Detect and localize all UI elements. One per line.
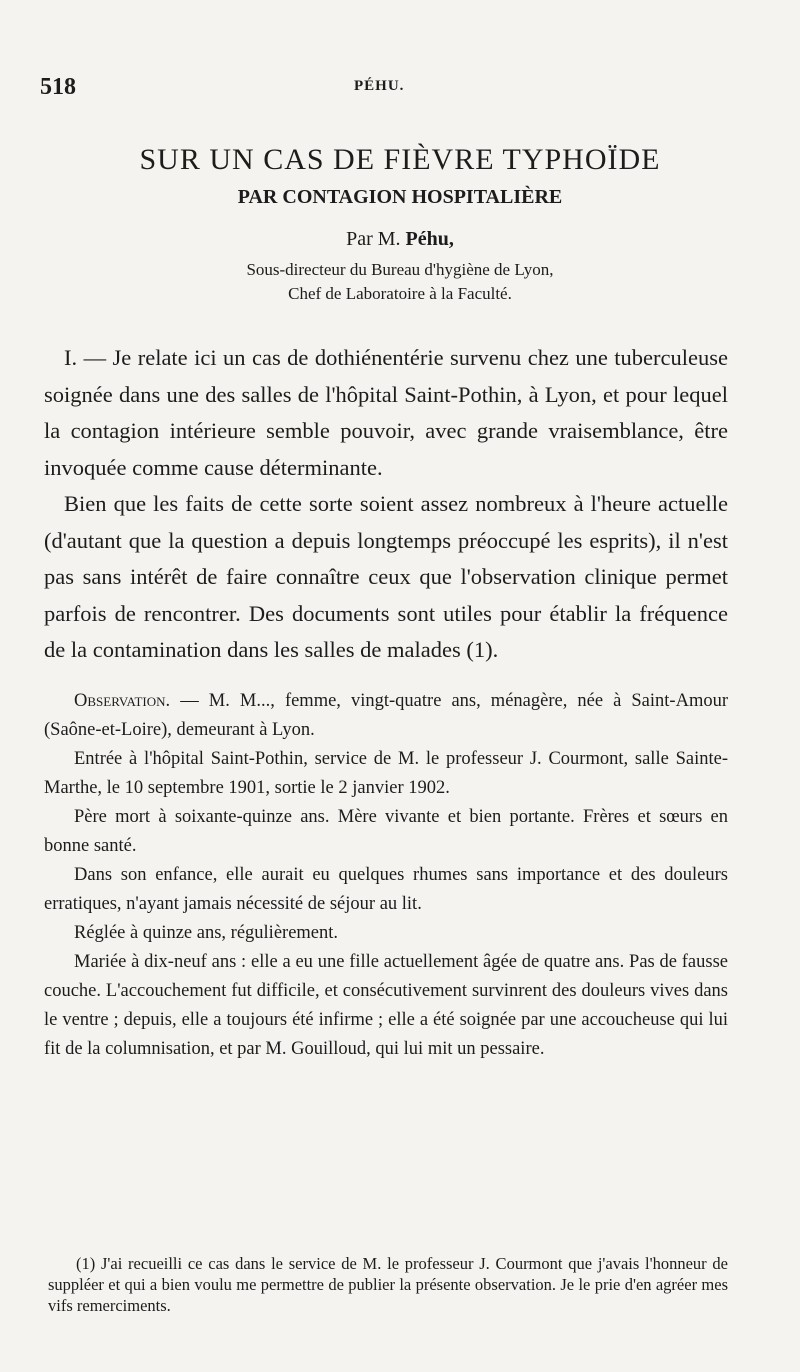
- affiliation: [40, 258, 760, 306]
- byline: [40, 224, 760, 254]
- footnote: (1) J'ai recueilli ce cas dans le service de M. le professeur J. Courmont que j'avais l'honneur de suppléer et qui a bien voulu me permettre de publier la présente observation. Je le prie d'en agréer mes vifs remerciments.: [48, 1254, 728, 1315]
- observation-section: [44, 687, 728, 1064]
- affiliation-line-1: Sous-directeur du Bureau d'hygiène de Lyon,: [246, 260, 554, 279]
- article-subtitle: PAR CONTAGION HOSPITALIÈRE: [237, 186, 563, 208]
- byline-prefix: Par M.: [346, 228, 401, 250]
- title-block: [40, 140, 760, 306]
- observation-paragraph-4: Réglée à quinze ans, régulièrement.: [74, 922, 339, 943]
- page-number: 518: [40, 74, 76, 100]
- article-body: [44, 340, 728, 1064]
- running-head: [40, 74, 760, 108]
- article-title: SUR UN CAS DE FIÈVRE TYPHOÏDE: [139, 143, 661, 176]
- observation-intro: [44, 687, 728, 745]
- paragraph-1: I. — Je relate ici un cas de dothiénentérie survenu chez une tuberculeuse soignée dans une des salles de l'hôpital Saint-Pothin, à Lyon, et pour lequel la contagion intérieure semble pouvoir, avec grande vraisemblance, être invoquée comme cause déterminante.: [44, 345, 728, 480]
- author-name: Péhu,: [405, 228, 454, 250]
- observation-paragraph-2: Père mort à soixante-quinze ans. Mère vivante et bien portante. Frères et sœurs en bonne santé.: [44, 806, 728, 856]
- paragraph-2: Bien que les faits de cette sorte soient assez nombreux à l'heure actuelle (d'autant que la question a depuis longtemps préoccupé les esprits), il n'est pas sans intérêt de faire connaître ceux que l'observation clinique permet parfois de rencontrer. Des documents sont utiles pour établir la fréquence de la contamination dans les salles de malades (1).: [44, 491, 728, 662]
- observation-paragraph-1: Entrée à l'hôpital Saint-Pothin, service de M. le professeur J. Courmont, salle Sainte-Marthe, le 10 septembre 1901, sortie le 2 janvier 1902.: [44, 748, 728, 798]
- observation-intro-text: — M. M..., femme, vingt-quatre ans, ménagère, née à Saint-Amour (Saône-et-Loire), demeurant à Lyon.: [44, 690, 728, 740]
- observation-paragraph-3: Dans son enfance, elle aurait eu quelques rhumes sans importance et des douleurs erratiques, n'ayant jamais nécessité de séjour au lit.: [44, 864, 728, 914]
- running-title: PÉHU.: [354, 78, 405, 94]
- observation-paragraph-5: Mariée à dix-neuf ans : elle a eu une fille actuellement âgée de quatre ans. Pas de fausse couche. L'accouchement fut difficile, et consécutivement survinrent des douleurs vives dans le ventre ; depuis, elle a toujours été infirme ; elle a été soignée par une accoucheuse qui lui fit de la columnisation, et par M. Gouilloud, qui lui mit un pessaire.: [44, 951, 728, 1059]
- affiliation-line-2: Chef de Laboratoire à la Faculté.: [288, 284, 512, 303]
- observation-label: Observation.: [74, 690, 171, 711]
